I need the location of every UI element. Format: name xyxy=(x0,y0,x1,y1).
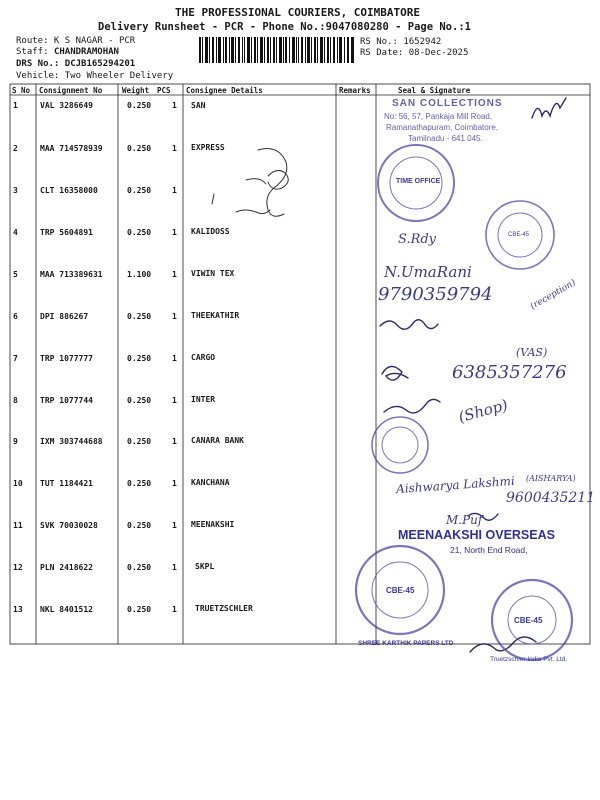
stamp-line: Ramanathapuram, Coimbatore, xyxy=(386,123,499,132)
handwritten-name: N.UmaRani xyxy=(384,263,472,281)
handwritten-name: Aishwarya Lakshmi xyxy=(395,473,516,497)
row-pcs: 1 xyxy=(172,354,177,363)
row-pcs: 1 xyxy=(172,186,177,195)
row-pcs: 1 xyxy=(172,396,177,405)
row-pcs: 1 xyxy=(172,563,177,572)
row-consignment: TUT 1184421 xyxy=(40,479,93,488)
row-pcs: 1 xyxy=(172,228,177,237)
row-consignee: VIWIN TEX xyxy=(191,269,235,278)
row-consignee: EXPRESS xyxy=(191,143,225,152)
col-seal-signature: Seal & Signature xyxy=(398,86,471,95)
cbe-label-2: CBE-45 xyxy=(386,586,415,595)
stamp-line: Tamilnadu - 641 045. xyxy=(408,134,483,143)
runsheet-title: Delivery Runsheet - PCR - Phone No.:9047080280 - Page No.:1 xyxy=(98,21,471,33)
row-weight: 0.250 xyxy=(127,354,152,363)
row-sno: 7 xyxy=(13,354,18,363)
row-consignment: IXM 303744688 xyxy=(40,437,103,446)
handwritten-phone: 9600435211 xyxy=(506,490,596,506)
vehicle-label: Vehicle: Two Wheeler Delivery xyxy=(16,71,174,81)
col-weight: Weight xyxy=(122,86,150,95)
handwritten-vas: (VAS) xyxy=(516,346,548,359)
cbe-label-1: CBE-45 xyxy=(508,232,530,238)
handwritten-shop: (Shop) xyxy=(456,395,510,427)
row-weight: 0.250 xyxy=(127,101,152,110)
row-weight: 0.250 xyxy=(127,563,152,572)
row-consignee: KALIDOSS xyxy=(191,227,230,236)
row-consignee: CANARA BANK xyxy=(191,436,244,445)
row-sno: 3 xyxy=(13,186,18,195)
meenaakshi-stamp-address: 21, North End Road, xyxy=(450,545,528,555)
row-weight: 0.250 xyxy=(127,312,152,321)
row-consignment: SVK 70030028 xyxy=(40,521,98,530)
row-pcs: 1 xyxy=(172,101,177,110)
row-consignment: MAA 713389631 xyxy=(40,270,103,279)
row-pcs: 1 xyxy=(172,312,177,321)
col-pcs: PCS xyxy=(157,86,171,95)
truetzschler-label: Truetzschler India Pvt. Ltd. xyxy=(490,656,568,663)
time-office-label: TIME OFFICE xyxy=(396,178,441,185)
row-pcs: 1 xyxy=(172,479,177,488)
stamp-line: No: 56, 57, Pankaja Mill Road, xyxy=(384,112,493,121)
row-weight: 1.100 xyxy=(127,270,152,279)
handwritten-signature: S.Rdy xyxy=(398,232,437,247)
row-weight: 0.250 xyxy=(127,479,152,488)
row-sno: 9 xyxy=(13,437,18,446)
company-title: THE PROFESSIONAL COURIERS, COIMBATORE xyxy=(175,6,421,19)
row-sno: 8 xyxy=(13,396,18,405)
row-sno: 2 xyxy=(13,144,18,153)
row-consignee: INTER xyxy=(191,395,216,404)
handwritten-note: (reception) xyxy=(528,278,578,312)
row-sno: 4 xyxy=(13,228,18,237)
row-sno: 12 xyxy=(13,563,23,572)
meenaakshi-stamp-name: MEENAAKSHI OVERSEAS xyxy=(398,528,555,542)
karthik-papers-label: SHREE KARTHIK PAPERS LTD xyxy=(358,640,454,647)
row-sno: 1 xyxy=(13,101,18,110)
handwritten-name-2: (AISHARYA) xyxy=(526,474,576,483)
row-weight: 0.250 xyxy=(127,186,152,195)
row-pcs: 1 xyxy=(172,437,177,446)
col-consignee: Consignee Details xyxy=(186,86,263,95)
row-consignee: SKPL xyxy=(195,562,215,571)
row-pcs: 1 xyxy=(172,605,177,614)
row-weight: 0.250 xyxy=(127,521,152,530)
row-consignment: PLN 2418622 xyxy=(40,563,93,572)
row-consignment: CLT 16358000 xyxy=(40,186,98,195)
row-weight: 0.250 xyxy=(127,605,152,614)
col-consignment: Consignment No xyxy=(39,86,103,95)
row-consignment: MAA 714578939 xyxy=(40,144,103,153)
cbe-label-3: CBE-45 xyxy=(514,616,543,625)
row-consignee: MEENAKSHI xyxy=(191,520,235,529)
rs-date: RS Date: 08-Dec-2025 xyxy=(360,48,469,58)
row-pcs: 1 xyxy=(172,270,177,279)
row-consignee: TRUETZSCHLER xyxy=(195,604,253,613)
row-sno: 13 xyxy=(13,605,23,614)
route-label: Route: K S NAGAR - PCR xyxy=(16,36,136,46)
row-pcs: 1 xyxy=(172,144,177,153)
row-sno: 5 xyxy=(13,270,18,279)
row-weight: 0.250 xyxy=(127,396,152,405)
handwritten-signature: M.Puf xyxy=(446,513,483,527)
row-consignee: SAN xyxy=(191,101,206,110)
row-sno: 10 xyxy=(13,479,23,488)
stamp-line: SAN COLLECTIONS xyxy=(392,98,503,109)
col-remarks: Remarks xyxy=(339,86,371,95)
row-consignee: THEEKATHIR xyxy=(191,311,240,320)
row-weight: 0.250 xyxy=(127,228,152,237)
drs-number: DCJB165294201 xyxy=(64,59,136,69)
canara-seal xyxy=(372,417,428,473)
row-consignee: CARGO xyxy=(191,353,216,362)
drs-label: DRS No.: xyxy=(16,59,60,69)
row-consignment: VAL 3286649 xyxy=(40,101,93,110)
handwritten-phone: 9790359794 xyxy=(378,284,493,305)
handwritten-phone: 6385357276 xyxy=(452,362,567,383)
staff-label: Staff: xyxy=(16,47,49,57)
row-sno: 6 xyxy=(13,312,18,321)
row-weight: 0.250 xyxy=(127,144,152,153)
row-weight: 0.250 xyxy=(127,437,152,446)
row-pcs: 1 xyxy=(172,521,177,530)
rs-number: RS No.: 1652942 xyxy=(360,37,442,47)
row-consignment: TRP 1077744 xyxy=(40,396,93,405)
col-sno: S No xyxy=(12,86,31,95)
row-consignee: KANCHANA xyxy=(191,478,230,487)
staff-name: CHANDRAMOHAN xyxy=(53,47,119,57)
row-consignment: TRP 1077777 xyxy=(40,354,93,363)
row-sno: 11 xyxy=(13,521,23,530)
row-consignment: TRP 5604891 xyxy=(40,228,93,237)
row-consignment: NKL 8401512 xyxy=(40,605,93,614)
row-consignment: DPI 886267 xyxy=(40,312,89,321)
